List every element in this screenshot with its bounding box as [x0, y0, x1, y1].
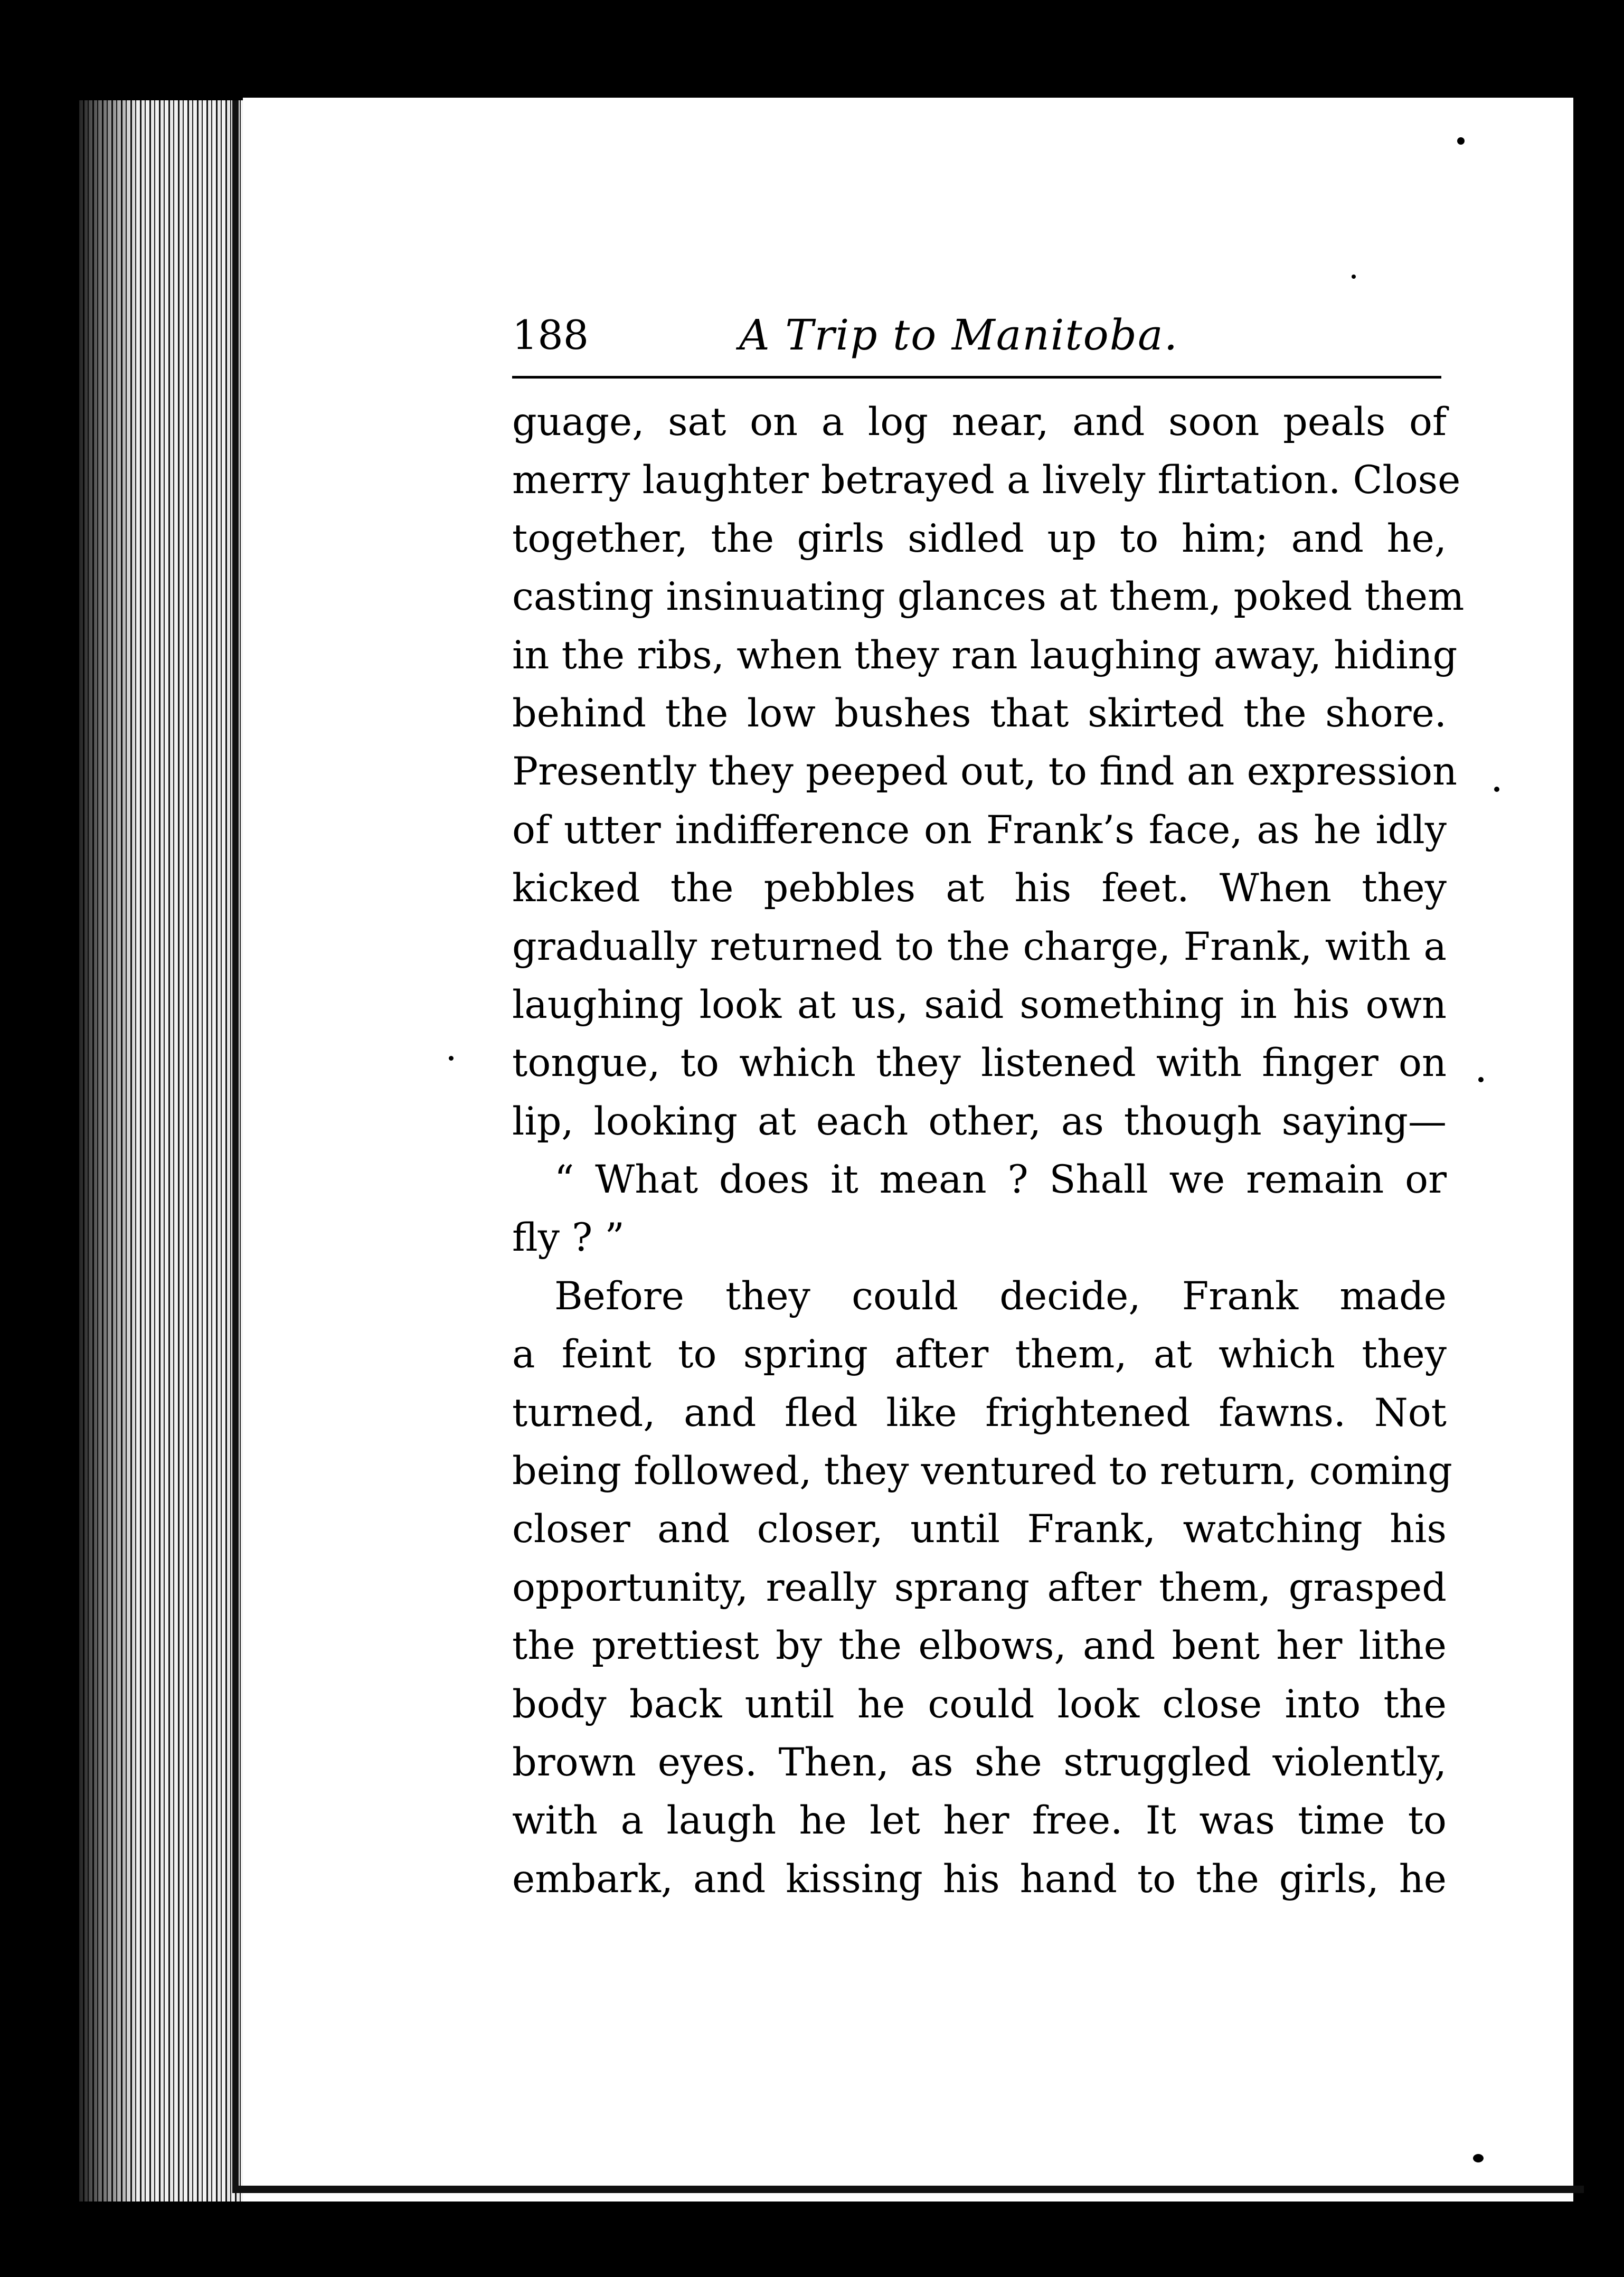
page-bottom-border [232, 2186, 1584, 2193]
scan-speck [449, 1056, 454, 1061]
page-left-border [232, 100, 239, 2191]
header-rule [512, 376, 1441, 379]
text-line: with a laugh he let her free. It was time to [512, 1798, 1447, 1844]
text-line: lip, looking at each other, as though saying— [512, 1099, 1447, 1144]
text-line: tongue, to which they listened with finger on [512, 1041, 1447, 1086]
text-line: kicked the pebbles at his feet. When they [512, 866, 1447, 911]
running-title: A Trip to Manitoba. [739, 310, 1179, 360]
text-line: being followed, they ventured to return, coming [512, 1449, 1452, 1494]
text-line: a feint to spring after them, at which they [512, 1332, 1447, 1377]
text-line: “ What does it mean ? Shall we remain or [554, 1157, 1447, 1203]
text-line: brown eyes. Then, as she struggled violently, [512, 1740, 1447, 1785]
book-edge-shadow [79, 100, 137, 2202]
scan-speck [1473, 2154, 1484, 2162]
running-head [512, 301, 1441, 370]
scan-speck [1494, 787, 1499, 792]
scan-speck [1457, 137, 1465, 145]
text-line: gradually returned to the charge, Frank, with a [512, 924, 1447, 969]
text-line: merry laughter betrayed a lively flirtation. Close [512, 458, 1461, 503]
text-line: Presently they peeped out, to find an expression [512, 749, 1458, 795]
text-line: body back until he could look close into the [512, 1681, 1447, 1727]
text-line: Before they could decide, Frank made [554, 1273, 1447, 1319]
text-line: the prettiest by the elbows, and bent her lithe [512, 1623, 1447, 1669]
text-line: together, the girls sidled up to him; and he, [512, 516, 1447, 561]
page-number: 188 [512, 311, 589, 358]
text-line: of utter indifference on Frank’s face, as he idly [512, 807, 1447, 853]
scan-speck [1478, 1077, 1484, 1082]
text-line: turned, and fled like frightened fawns. Not [512, 1390, 1447, 1435]
text-line: behind the low bushes that skirted the shore. [512, 691, 1447, 736]
text-line: guage, sat on a log near, and soon peals of [512, 400, 1447, 445]
text-line: in the ribs, when they ran laughing away, hiding [512, 632, 1458, 678]
text-line: fly ? ” [512, 1215, 625, 1261]
text-line: closer and closer, until Frank, watching his [512, 1507, 1447, 1552]
text-line: embark, and kissing his hand to the girls, he [512, 1856, 1447, 1902]
text-line: opportunity, really sprang after them, grasped [512, 1565, 1447, 1610]
scan-speck [1352, 275, 1356, 279]
text-line: casting insinuating glances at them, poked them [512, 574, 1465, 620]
text-line: laughing look at us, said something in his own [512, 982, 1447, 1027]
body-text [512, 393, 1465, 1908]
